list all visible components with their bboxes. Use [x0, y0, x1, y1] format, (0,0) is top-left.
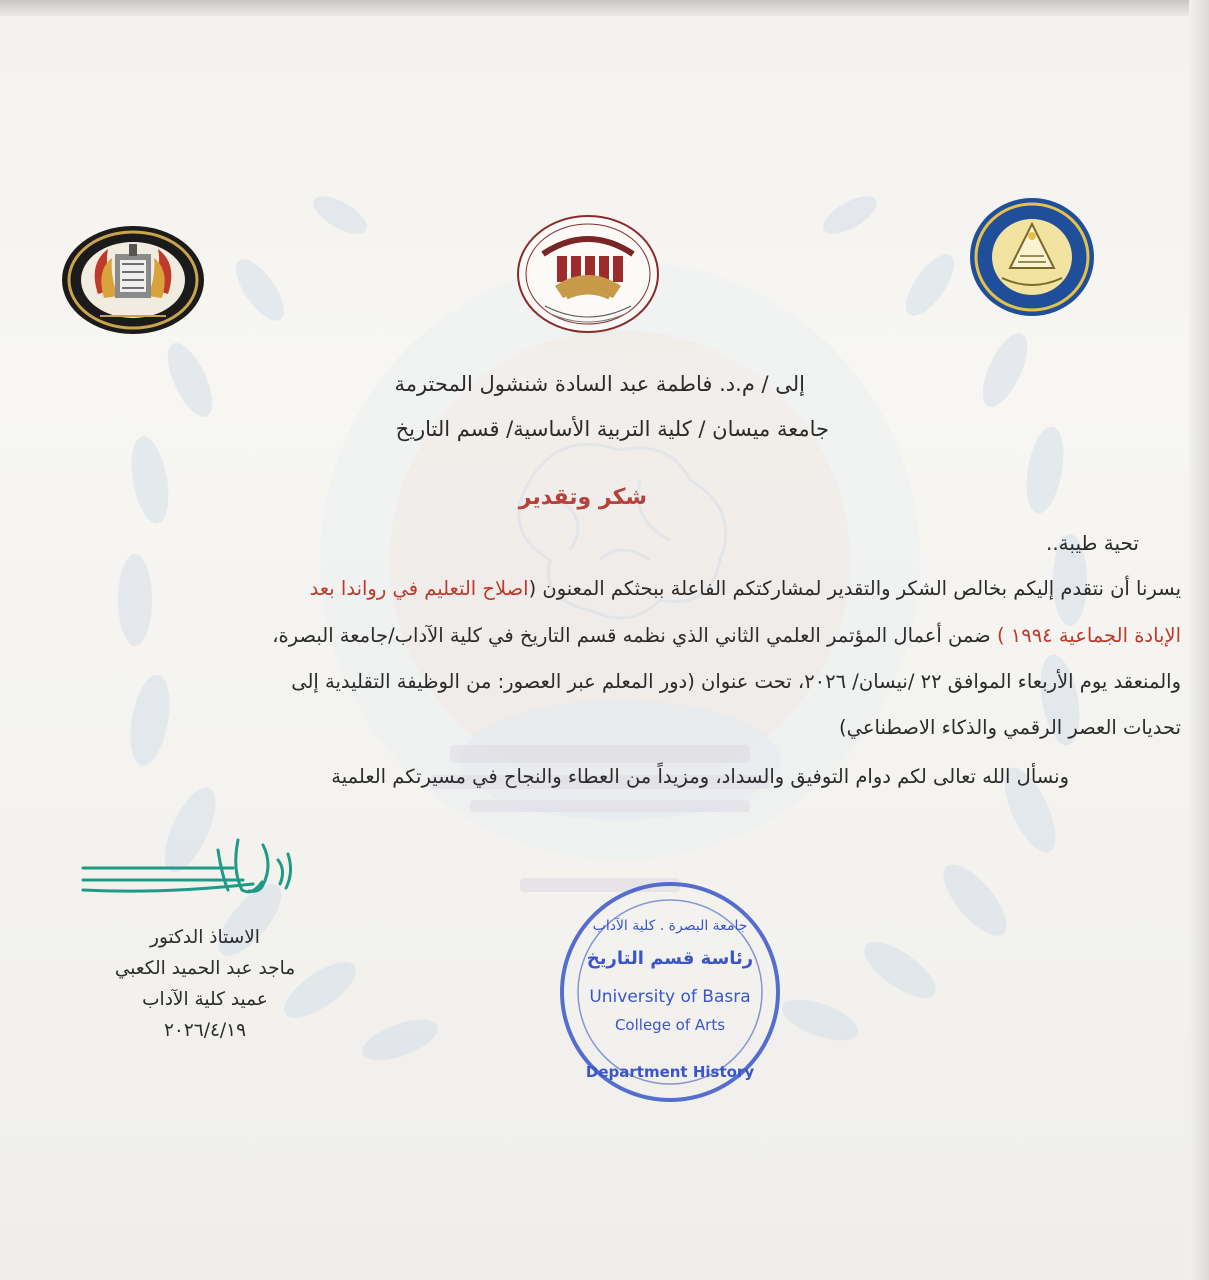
body-line-2 [272, 621, 1181, 651]
handwritten-signature [78, 830, 308, 910]
stamp-en-2: College of Arts [614, 1016, 726, 1034]
body-line-2-text: ضمن أعمال المؤتمر العلمي الثاني الذي نظمه قسم التاريخ في كلية الآداب/جامعة البصرة، [272, 624, 991, 647]
closing-line [331, 762, 1069, 792]
body-line-3: والمنعقد يوم الأربعاء الموافق ٢٢ /نيسان/ ٢٠٢٦، تحت عنوان (دور المعلم عبر العصور: من الوظيفة التقليدية إلى [291, 670, 1181, 693]
stamp-en-3: Department History [585, 1063, 755, 1081]
signatory-name: ماجد عبد الحميد الكعبي [114, 958, 296, 979]
signature-date: ٢٠٢٦/٤/١٩ [163, 1020, 247, 1041]
body-line-1-text: يسرنا أن نتقدم إليكم بخالص الشكر والتقدير لمشاركتكم الفاعلة ببحثكم المعنون ( [528, 577, 1181, 600]
stamp-dept-ar: رئاسة قسم التاريخ [586, 948, 754, 969]
greeting: تحية طيبة.. [1045, 531, 1139, 555]
closing-line-text: ونسأل الله تعالى لكم دوام التوفيق والسداد، ومزيداً من العطاء والنجاح في مسيرتكم العلمية [331, 765, 1069, 788]
research-title-part-1: اصلاح التعليم في رواندا بعد [309, 577, 529, 600]
recipient-affiliation: جامعة ميسان / كلية التربية الأساسية/ قسم التاريخ [395, 417, 829, 441]
signatory-rank: الاستاذ الدكتور [150, 927, 260, 948]
college-of-arts-logo [60, 224, 206, 336]
university-of-basra-logo [968, 196, 1096, 318]
signatory-position: عميد كلية الآداب [142, 989, 268, 1010]
research-title-part-2: الإبادة الجماعية ١٩٩٤ ) [996, 624, 1181, 647]
stamp-en-1: University of Basra [589, 987, 751, 1007]
ministry-logo [515, 214, 661, 334]
signatory-block [95, 922, 315, 1046]
body-line-1 [310, 574, 1181, 604]
recipient-line: إلى / م.د. فاطمة عبد السادة شنشول المحترمة [394, 372, 805, 396]
body-line-4: تحديات العصر الرقمي والذكاء الاصطناعي) [839, 716, 1181, 739]
certificate-title: شكر وتقدير [518, 485, 647, 510]
stamp-line-ar: جامعة البصرة . كلية الآداب [592, 918, 748, 934]
official-stamp [550, 872, 790, 1112]
